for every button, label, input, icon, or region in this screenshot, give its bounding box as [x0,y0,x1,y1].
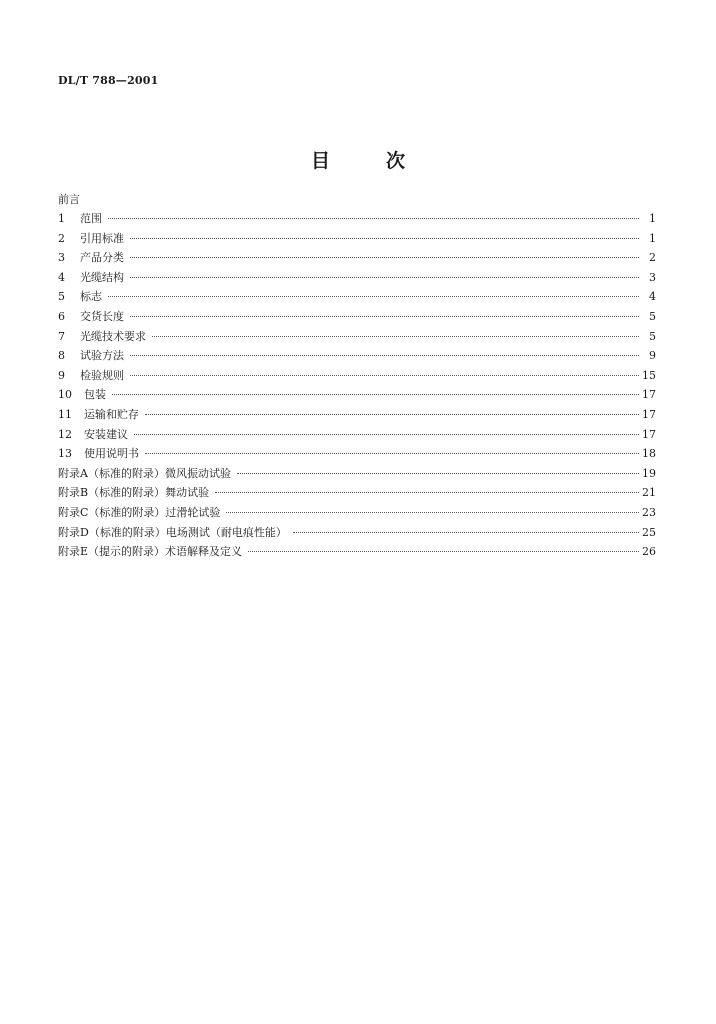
toc-entry-number: 2 [58,231,65,245]
toc-entry-label: 检验规则 [80,368,124,382]
toc-dot-leader [134,433,639,435]
toc-dot-leader [130,237,639,239]
toc-entry-label: 附录D（标准的附录）电场测试（耐电痕性能） [58,525,287,539]
toc-dot-leader [130,354,639,356]
toc-dot-leader [112,393,639,395]
toc-dot-leader [108,295,639,297]
toc-entry [58,287,656,307]
toc-entry [58,248,656,268]
toc-dot-leader [248,550,639,552]
toc-entry [58,483,656,503]
toc-entry-label: 产品分类 [80,251,124,265]
toc-entry-page-number: 17 [642,407,656,421]
toc-entry [58,327,656,347]
toc-entry-label: 使用说明书 [84,447,139,461]
toc-entry-page-number: 23 [642,505,656,519]
toc-entry-label: 包装 [84,388,106,402]
toc-entry [58,444,656,464]
toc-entry [58,425,656,445]
toc-entry-number: 4 [58,270,65,284]
toc-entry-label: 标志 [80,290,102,304]
toc-entry-number: 6 [58,309,65,323]
toc-entry [58,346,656,366]
toc-entry-number: 12 [58,427,72,441]
toc-entries [58,209,656,562]
toc-dot-leader [226,511,639,513]
toc-entry [58,229,656,249]
toc-dot-leader [237,472,639,474]
page-title: 目次 [310,150,461,172]
toc-entry-number: 13 [58,447,72,461]
toc-entry-page-number: 5 [649,329,656,343]
toc-entry-number: 3 [58,251,65,265]
toc-entry [58,542,656,562]
toc-entry [58,268,656,288]
toc-entry [58,307,656,327]
toc-entry-label: 附录A（标准的附录）微风振动试验 [58,466,231,480]
toc-entry-label: 试验方法 [80,349,124,363]
toc-dot-leader [293,531,639,533]
toc-entry-label: 范围 [80,212,102,225]
toc-dot-leader [130,374,639,376]
toc-entry-page-number: 17 [642,427,656,441]
toc-entry-label: 光缆结构 [80,270,124,284]
toc-entry-number: 1 [58,212,65,225]
toc-entry-page-number: 2 [649,251,656,265]
toc-entry [58,385,656,405]
toc-entry-number: 11 [58,407,72,421]
toc-dot-leader [145,413,639,415]
toc-entry-page-number: 1 [649,231,656,245]
toc-entry-page-number: 25 [642,525,656,539]
toc-entry-page-number: 9 [649,349,656,363]
toc-entry-label: 光缆技术要求 [80,329,146,343]
toc-dot-leader [108,217,639,219]
toc-entry-label: 附录E（提示的附录）术语解释及定义 [58,545,243,559]
toc-dot-leader [145,452,639,454]
toc-entry [58,209,656,229]
document-id: DL/T 788—2001 [58,74,159,87]
toc-entry [58,366,656,386]
toc-entry-page-number: 17 [642,388,656,402]
toc-entry-number: 8 [58,349,65,363]
toc-entry-page-number: 3 [649,270,656,284]
toc-entry-label: 运输和贮存 [84,407,139,421]
toc-entry-page-number: 15 [642,368,656,382]
toc-dot-leader [130,256,639,258]
toc-entry-label: 安装建议 [84,427,128,441]
toc-dot-leader [130,315,639,317]
toc-entry-number: 9 [58,368,65,382]
toc-entry-label: 附录C（标准的附录）过滑轮试验 [58,505,221,519]
toc-entry-page-number: 21 [642,486,656,500]
toc-entry-page-number: 5 [649,309,656,323]
toc-heading-foreword: 前言 [58,193,80,206]
toc-entry-number: 5 [58,290,65,304]
toc-entry-label: 引用标准 [80,231,124,245]
toc-entry [58,523,656,543]
toc-entry-page-number: 26 [642,545,656,559]
toc-entry [58,405,656,425]
toc-entry [58,503,656,523]
toc-entry-number: 7 [58,329,65,343]
toc-dot-leader [152,335,639,337]
table-of-contents [58,190,656,562]
toc-entry-number: 10 [58,388,72,402]
toc-entry-page-number: 1 [649,212,656,225]
toc-entry-label: 附录B（标准的附录）舞动试验 [58,486,210,500]
toc-entry [58,464,656,484]
toc-dot-leader [130,276,639,278]
toc-entry-page-number: 19 [642,466,656,480]
toc-entry-label: 交货长度 [80,309,124,323]
toc-entry-page-number: 4 [649,290,656,304]
toc-dot-leader [215,491,639,493]
toc-entry-page-number: 18 [642,447,656,461]
